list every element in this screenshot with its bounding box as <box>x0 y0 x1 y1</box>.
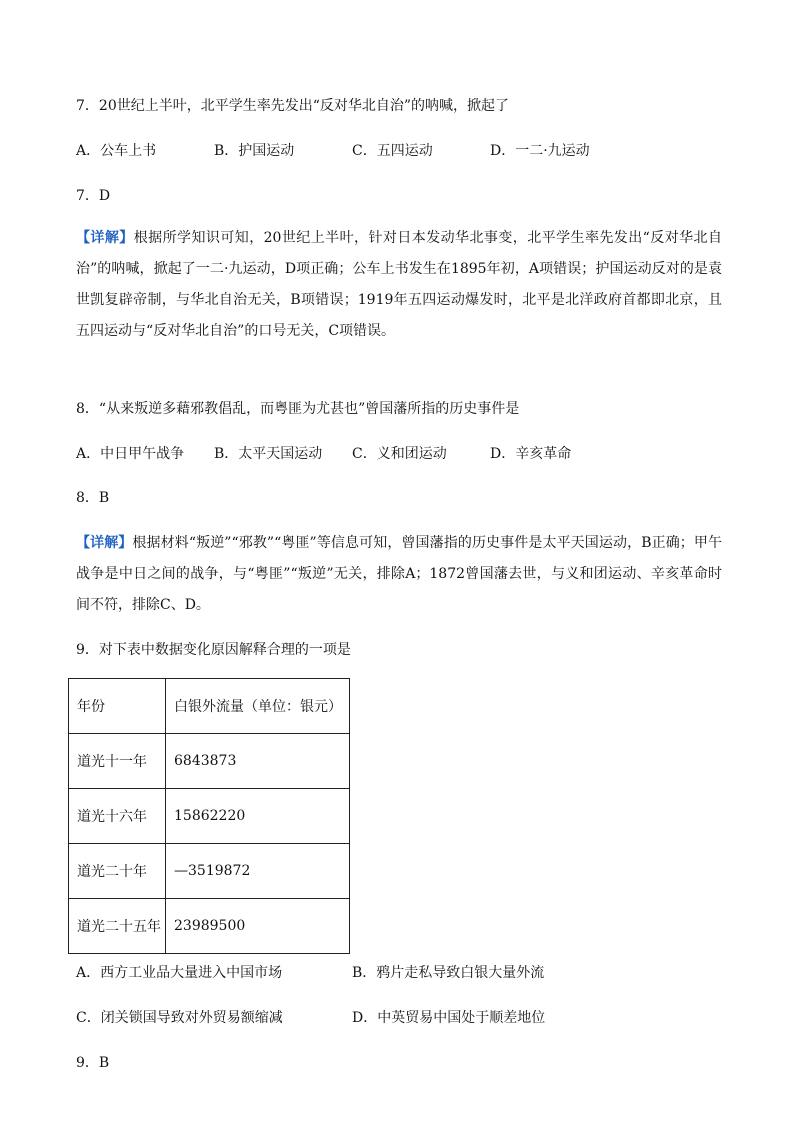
detail-tag: 【详解】 <box>76 230 134 246</box>
question-9-stem: 9．对下表中数据变化原因解释合理的一项是 <box>76 642 351 658</box>
table-cell: 道光二十五年 <box>69 899 166 954</box>
q7-option-b: B．护国运动 <box>214 143 295 159</box>
question-8-options <box>76 444 676 464</box>
question-7-answer: 7．D <box>76 188 111 204</box>
q8-option-a: A．中日甲午战争 <box>76 446 185 462</box>
table-cell: 道光十六年 <box>69 789 166 844</box>
question-7-options <box>76 141 676 161</box>
question-9-options-row-1 <box>76 963 676 983</box>
question-7-stem: 7．20世纪上半叶，北平学生率先发出“反对华北自治”的呐喊，掀起了 <box>76 98 510 114</box>
table-row <box>69 899 350 954</box>
table-cell: 23989500 <box>166 899 350 954</box>
question-8-stem: 8．“从来叛逆多藉邪教倡乱，而粤匪为尤甚也”曾国藩所指的历史事件是 <box>76 401 520 417</box>
table-row <box>69 734 350 789</box>
q8-option-b: B．太平天国运动 <box>214 446 323 462</box>
question-8-explanation <box>76 528 722 621</box>
q8-option-c: C．义和团运动 <box>352 446 447 462</box>
table-header-row <box>69 679 350 734</box>
q9-option-a: A．西方工业品大量进入中国市场 <box>76 965 283 981</box>
silver-outflow-table <box>68 678 350 954</box>
detail-tag: 【详解】 <box>76 535 133 551</box>
table-header-cell: 年份 <box>69 679 166 734</box>
table-cell: —3519872 <box>166 844 350 899</box>
table-cell: 15862220 <box>166 789 350 844</box>
question-7-explanation-text: 根据所学知识可知，20世纪上半叶，针对日本发动华北事变，北平学生率先发出“反对华北自治”的呐喊，掀起了一二·九运动，D项正确；公车上书发生在1895年初，A项错误；护国运动反对的是袁世凯复辟帝制，与华北自治无关，B项错误；1919年五四运动爆发时，北平是北洋政府首都即北京，且五四运动与“反对华北自治”的口号无关，C项错误。 <box>76 230 722 339</box>
question-8-explanation-text: 根据材料“叛逆”“邪教”“粤匪”等信息可知，曾国藩指的历史事件是太平天国运动，B正确；甲午战争是中日之间的战争，与“粤匪”“叛逆”无关，排除A；1872曾国藩去世，与义和团运动、辛亥革命时间不符，排除C、D。 <box>76 535 723 613</box>
question-9-answer: 9．B <box>76 1055 110 1071</box>
table-cell: 道光二十年 <box>69 844 166 899</box>
table-header-cell: 白银外流量（单位：银元） <box>166 679 350 734</box>
q9-option-c: C．闭关锁国导致对外贸易额缩减 <box>76 1010 283 1026</box>
table-cell: 6843873 <box>166 734 350 789</box>
question-8-answer: 8．B <box>76 490 110 506</box>
q9-option-b: B．鸦片走私导致白银大量外流 <box>352 965 545 981</box>
q9-option-d: D．中英贸易中国处于顺差地位 <box>352 1010 546 1026</box>
q8-option-d: D．辛亥革命 <box>490 446 572 462</box>
q7-option-c: C．五四运动 <box>352 143 433 159</box>
q7-option-a: A．公车上书 <box>76 143 157 159</box>
table-cell: 道光十一年 <box>69 734 166 789</box>
q7-option-d: D．一二·九运动 <box>490 143 590 159</box>
table-row <box>69 844 350 899</box>
table-row <box>69 789 350 844</box>
question-9-options-row-2 <box>76 1008 676 1028</box>
question-7-explanation <box>76 223 722 347</box>
